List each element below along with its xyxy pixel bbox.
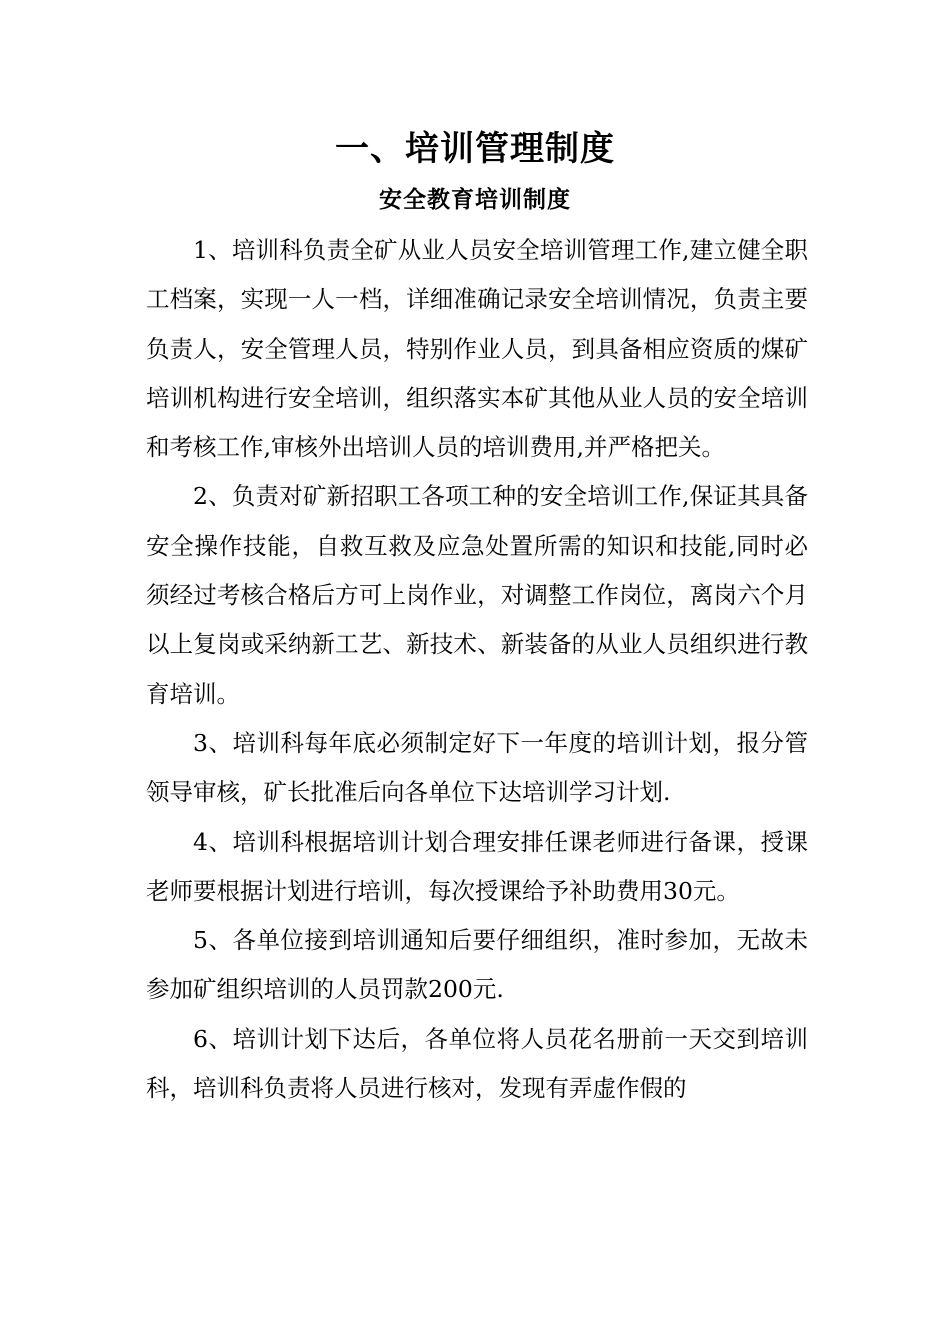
paragraph-6: 6、培训计划下达后，各单位将人员花名册前一天交到培训科，培训科负责将人员进行核对，发现有弄虚作假的 [146, 1024, 808, 1103]
document-subtitle: 安全教育培训制度 [379, 186, 571, 213]
paragraph-1: 1、培训科负责全矿从业人员安全培训管理工作,建立健全职工档案，实现一人一档，详细准确记录安全培训情况，负责主要负责人，安全管理人员，特别作业人员，到具备相应资质的煤矿培训机构进行安全培训，组织落实本矿其他从业人员的安全培训和考核工作,审核外出培训人员的培训费用,并严格把关。 [146, 236, 808, 462]
paragraph-5: 5、各单位接到培训通知后要仔细组织，准时参加，无故未参加矿组织培训的人员罚款200元. [146, 926, 808, 1004]
document-body [146, 226, 808, 1113]
paragraph-4: 4、培训科根据培训计划合理安排任课老师进行备课，授课老师要根据计划进行培训，每次授课给予补助费用30元。 [146, 827, 808, 905]
document-title: 一、培训管理制度 [335, 129, 615, 169]
paragraph-3: 3、培训科每年底必须制定好下一年度的培训计划，报分管领导审核，矿长批准后向各单位下达培训学习计划. [146, 728, 808, 807]
paragraph-2: 2、负责对矿新招职工各项工种的安全培训工作,保证其具备安全操作技能，自救互救及应急处置所需的知识和技能,同时必须经过考核合格后方可上岗作业，对调整工作岗位，离岗六个月以上复岗或采纳新工艺、新技术、新装备的从业人员组织进行教育培训。 [146, 482, 808, 708]
